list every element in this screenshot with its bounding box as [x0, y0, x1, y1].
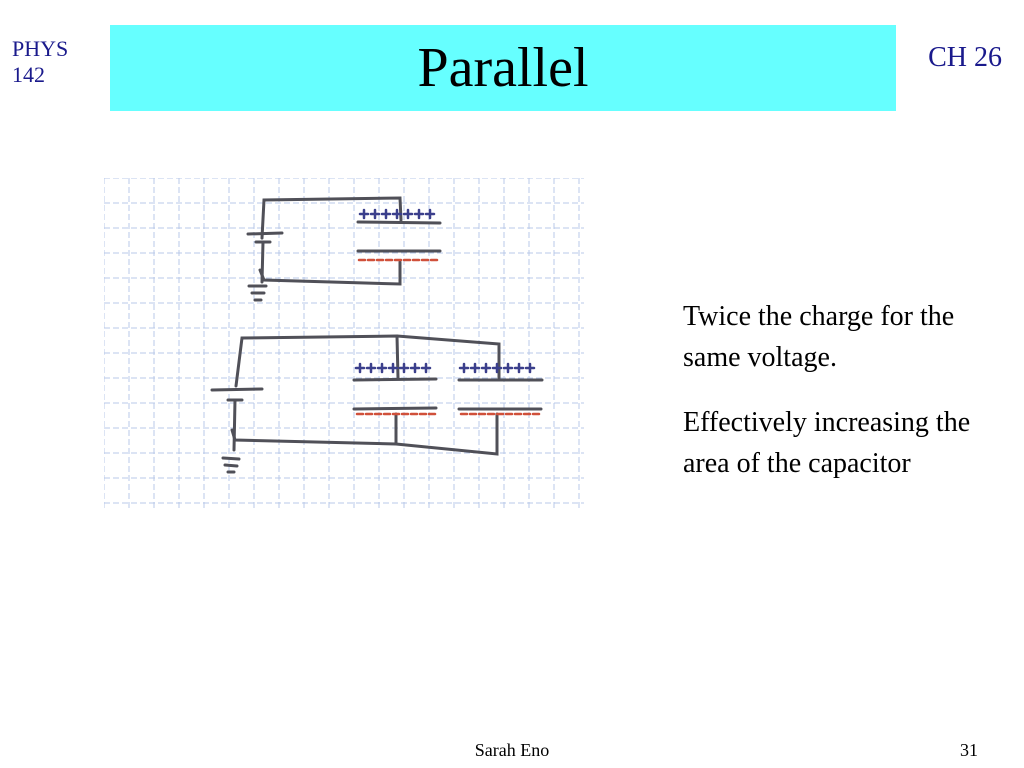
cap1-top-plate — [354, 379, 436, 380]
positive-charges-1 — [360, 210, 434, 218]
plus-charge — [356, 364, 364, 372]
page-number: 31 — [960, 740, 978, 760]
ground2-1 — [223, 458, 239, 459]
parallel-capacitor-sketch — [104, 178, 584, 510]
chapter-label: CH 26 — [928, 42, 1002, 73]
footer-author: Sarah Eno — [474, 740, 550, 760]
positive-charges-2 — [356, 364, 534, 372]
plus-charge — [411, 364, 419, 372]
note-area: Effectively increasing the area of the capacitor — [683, 407, 971, 479]
plus-charge — [482, 364, 490, 372]
plus-charge — [471, 364, 479, 372]
battery2-long-plate — [212, 389, 262, 390]
plus-charge — [415, 210, 423, 218]
plus-charge — [382, 210, 390, 218]
plus-charge — [515, 364, 523, 372]
course-code: PHYS 142 — [12, 36, 69, 87]
battery-long-plate — [248, 233, 282, 234]
branch-1-top — [397, 336, 398, 378]
plus-charge — [360, 210, 368, 218]
slide-title: Parallel — [417, 37, 589, 99]
plus-charge — [426, 210, 434, 218]
plus-charge — [404, 210, 412, 218]
ground2-2 — [225, 465, 237, 466]
graph-paper-grid — [104, 178, 584, 510]
plus-charge — [504, 364, 512, 372]
plus-charge — [526, 364, 534, 372]
slide-notes — [683, 296, 1003, 508]
cap1-bottom-plate — [354, 408, 436, 409]
course-label — [12, 36, 82, 88]
plus-charge — [460, 364, 468, 372]
plus-charge — [371, 210, 379, 218]
plus-charge — [389, 364, 397, 372]
plus-charge — [367, 364, 375, 372]
note-charge: Twice the charge for the same voltage. — [683, 301, 955, 373]
capacitor-top-plate — [358, 222, 440, 223]
battery2-lead — [234, 400, 235, 450]
title-banner — [110, 25, 896, 111]
bottom-wire-2 — [232, 414, 497, 454]
plus-charge — [400, 364, 408, 372]
parallel-capacitors-circuit — [212, 336, 542, 472]
